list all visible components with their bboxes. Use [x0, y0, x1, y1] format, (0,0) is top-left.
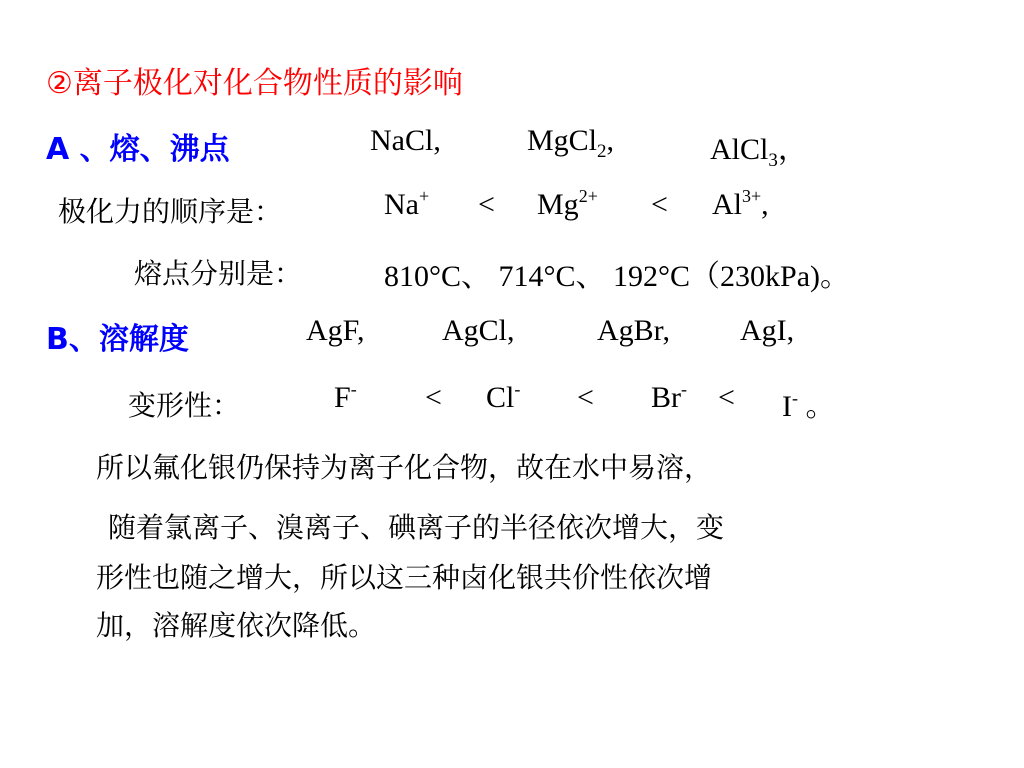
- polarization-label: 极化力的顺序是：: [58, 195, 283, 228]
- compound-alcl3: AlCl$_3$，: [710, 133, 808, 171]
- less-than-sign: <: [718, 381, 735, 414]
- less-than-sign: <: [478, 188, 495, 221]
- anion-f: F-: [334, 379, 357, 414]
- compound-mgcl2: MgCl$_2$,: [527, 124, 615, 162]
- ion-na: Na+: [384, 186, 430, 221]
- melting-points-label: 熔点分别是：: [134, 257, 303, 290]
- explanation-line-4: 加，溶解度依次降低。: [96, 609, 377, 642]
- anion-cl: Cl-: [486, 379, 521, 414]
- explanation-line-2: 随着氯离子、溴离子、碘离子的半径依次增大，变: [108, 511, 725, 544]
- melting-point-row: [46, 124, 230, 168]
- ion-mg: $Mg^{2+}$: [537, 186, 598, 221]
- label-b: B、溶解度: [46, 322, 189, 357]
- section-heading: ②离子极化对化合物性质的影响: [46, 66, 463, 101]
- compound-agf: AgF,: [306, 314, 365, 347]
- compound-nacl: NaCl,: [370, 124, 441, 157]
- label-a: A 、熔、沸点: [46, 132, 230, 167]
- anion-i: I- 。: [782, 388, 836, 423]
- solubility-row: [46, 314, 189, 358]
- less-than-sign: <: [425, 381, 442, 414]
- melting-points-values: 810°C、 714°C、 192°C（230kPa)。: [384, 260, 851, 293]
- less-than-sign: <: [577, 381, 594, 414]
- deformability-label: 变形性：: [128, 389, 241, 422]
- compound-agcl: AgCl,: [442, 314, 515, 347]
- anion-br: Br-: [651, 379, 687, 414]
- compound-agi: AgI,: [740, 314, 795, 347]
- less-than-sign: <: [651, 188, 668, 221]
- compound-agbr: AgBr,: [597, 314, 670, 347]
- explanation-line-1: 所以氟化银仍保持为离子化合物，故在水中易溶，: [96, 451, 713, 484]
- explanation-line-3: 形性也随之增大，所以这三种卤化银共价性依次增: [96, 561, 713, 594]
- ion-al: $Al^{3+}$,: [712, 186, 769, 221]
